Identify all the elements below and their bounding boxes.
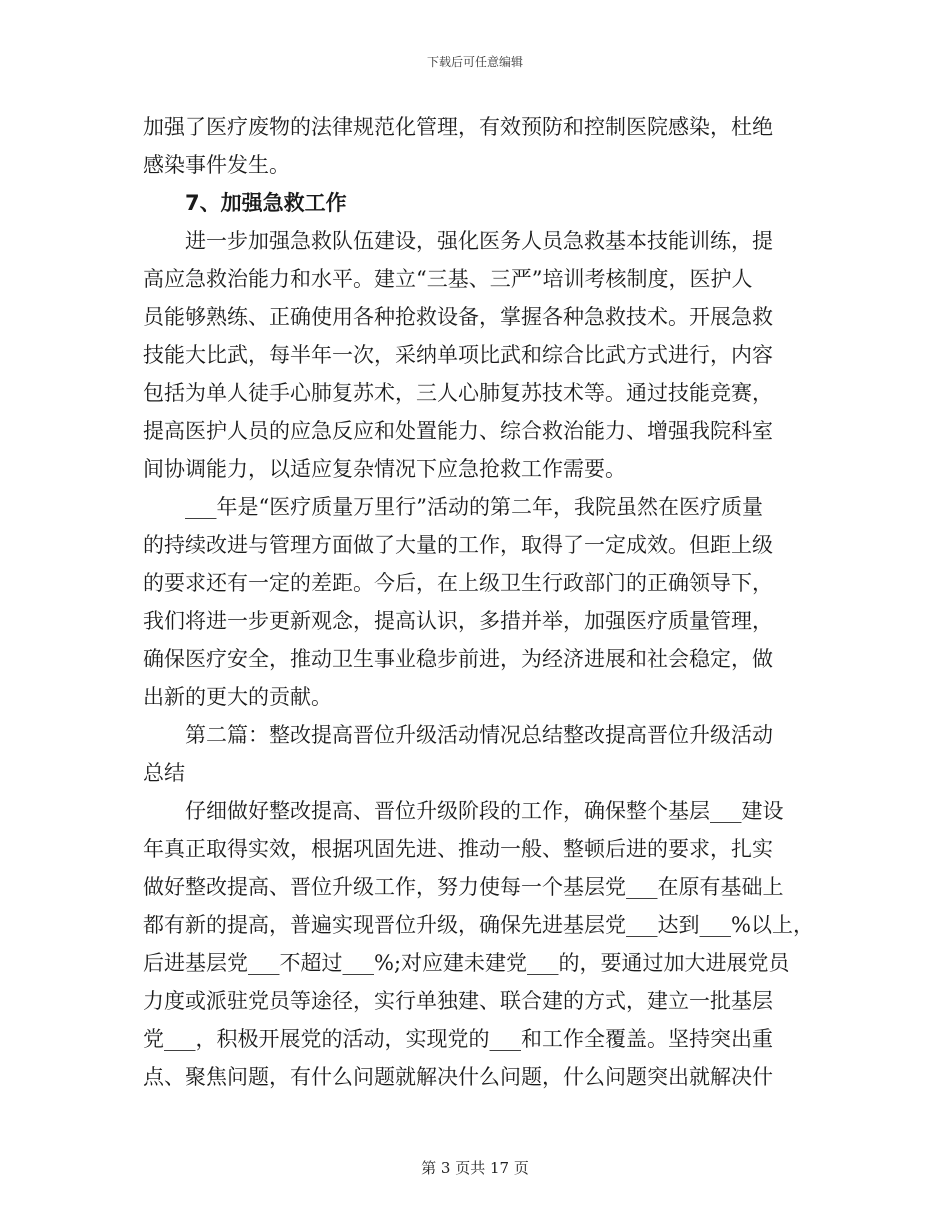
page-footer: 第 3 页共 17 页	[421, 1159, 529, 1177]
section-title: 第二篇：整改提高晋位升级活动情况总结整改提高晋位升级活动	[185, 723, 773, 747]
text-line: 总结	[143, 761, 185, 785]
page-header: 下载后可任意编辑	[426, 55, 523, 69]
text-line: 都有新的提高，普遍实现晋位升级，确保先进基层党___达到___%以上，	[143, 913, 814, 937]
text-line: 仔细做好整改提高、晋位升级阶段的工作，确保整个基层___建设	[185, 799, 784, 823]
text-line: 提高医护人员的应急反应和处置能力、综合救治能力、增强我院科室	[143, 419, 773, 443]
text-line: 的要求还有一定的差距。今后，在上级卫生行政部门的正确领导下，	[143, 571, 773, 595]
text-line: 间协调能力，以适应复杂情况下应急抢救工作需要。	[143, 457, 626, 481]
text-line: 我们将进一步更新观念，提高认识，多措并举，加强医疗质量管理，	[143, 609, 773, 633]
text-line: 后进基层党___不超过___%;对应建未建党___的，要通过加大进展党员	[143, 951, 790, 975]
document-body	[143, 108, 814, 1096]
text-line: 高应急救治能力和水平。建立“三基、三严”培训考核制度，医护人	[143, 267, 753, 291]
text-line: ___年是“医疗质量万里行”活动的第二年，我院虽然在医疗质量	[185, 495, 763, 519]
text-line: 确保医疗安全，推动卫生事业稳步前进，为经济进展和社会稳定，做	[143, 647, 773, 671]
text-line: 的持续改进与管理方面做了大量的工作，取得了一定成效。但距上级	[143, 533, 773, 557]
text-line: 技能大比武，每半年一次，采纳单项比武和综合比武方式进行，内容	[143, 343, 773, 367]
text-line: 年真正取得实效，根据巩固先进、推动一般、整顿后进的要求，扎实	[143, 837, 773, 861]
text-line: 进一步加强急救队伍建设，强化医务人员急救基本技能训练，提	[185, 229, 773, 253]
text-line: 点、聚焦问题，有什么问题就解决什么问题，什么问题突出就解决什	[143, 1065, 773, 1089]
text-line: 包括为单人徒手心肺复苏术，三人心肺复苏技术等。通过技能竞赛，	[143, 381, 773, 405]
section-heading: 7、加强急救工作	[185, 191, 347, 215]
text-line: 加强了医疗废物的法律规范化管理，有效预防和控制医院感染，杜绝	[143, 115, 773, 139]
text-line: 力度或派驻党员等途径，实行单独建、联合建的方式，建立一批基层	[143, 989, 773, 1013]
text-line: 感染事件发生。	[143, 153, 290, 177]
text-line: 做好整改提高、晋位升级工作，努力使每一个基层党___在原有基础上	[143, 875, 784, 899]
text-line: 出新的更大的贡献。	[143, 685, 332, 709]
text-line: 党___，积极开展党的活动，实现党的___和工作全覆盖。坚持突出重	[143, 1027, 773, 1051]
text-line: 员能够熟练、正确使用各种抢救设备，掌握各种急救技术。开展急救	[143, 305, 773, 329]
